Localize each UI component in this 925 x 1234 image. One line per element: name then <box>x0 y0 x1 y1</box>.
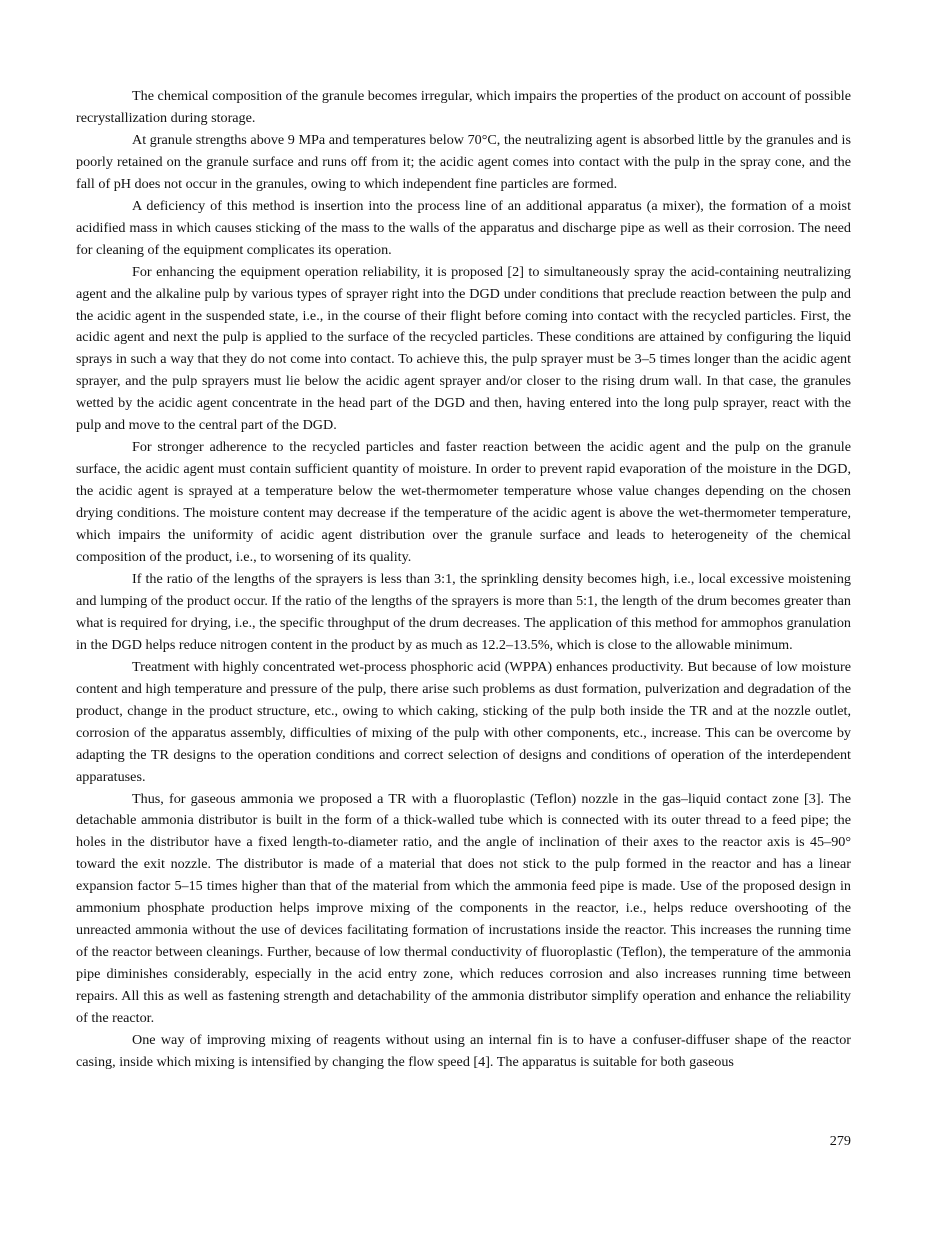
paragraph: Thus, for gaseous ammonia we proposed a TR with a fluoroplastic (Teflon) nozzle in the gas–liquid contact zone [3]. The detachable ammonia distributor is built in the form of a thick-walled tube which is connected with its outer thread to a feed pipe; the holes in the distributor have a fixed length-to-diameter ratio, and the angle of inclination of their axes to the reactor axis is 45–90° toward the exit nozzle. The distributor is made of a material that does not stick to the pulp formed in the reactor and has a linear expansion factor 5–15 times higher than that of the material from which the ammonia feed pipe is made. Use of the proposed design in ammonium phosphate production helps improve mixing of the components in the reactor, i.e., helps reduce overshooting of the unreacted ammonia without the use of devices facilitating formation of incrustations inside the reactor. This increases the running time of the reactor between cleanings. Further, because of low thermal conductivity of fluoroplastic (Teflon), the temperature of the ammonia pipe diminishes considerably, especially in the acid entry zone, which reduces corrosion and also increases running time between repairs. All this as well as fastening strength and detachability of the ammonia distributor simplify operation and enhance the reliability of the reactor. <box>76 790 851 1027</box>
paragraph: If the ratio of the lengths of the sprayers is less than 3:1, the sprinkling density becomes high, i.e., local excessive moistening and lumping of the product occur. If the ratio of the lengths of the sprayers is more than 5:1, the length of the drum becomes greater than what is required for drying, i.e., the specific throughput of the drum decreases. The application of this method for ammophos granulation in the DGD helps reduce nitrogen content in the product by as much as 12.2–13.5%, which is close to the allowable minimum. <box>76 570 851 653</box>
paragraph: A deficiency of this method is insertion into the process line of an additional apparatus (a mixer), the formation of a moist acidified mass in which causes sticking of the mass to the walls of the apparatus and discharge pipe as well as their corrosion. The need for cleaning of the equipment complicates its operation. <box>76 197 851 258</box>
paragraph: One way of improving mixing of reagents without using an internal fin is to have a confuser-diffuser shape of the reactor casing, inside which mixing is intensified by changing the flow speed [4]. The apparatus is suitable for both gaseous <box>76 1031 851 1070</box>
page-number: 279 <box>829 1133 851 1149</box>
paragraph: The chemical composition of the granule becomes irregular, which impairs the properties of the product on account of possible recrystallization during storage. <box>76 88 851 126</box>
paragraph: For enhancing the equipment operation reliability, it is proposed [2] to simultaneously spray the acid-containing neutralizing agent and the alkaline pulp by various types of sprayer right into the DGD under conditions that preclude reaction between the pulp and the acidic agent in the suspended state, i.e., in the course of their flight before coming into contact with the recycled particles. First, the acidic agent and next the pulp is applied to the surface of the recycled particles. These conditions are attained by configuring the liquid sprays in such a way that they do not come into contact. To achieve this, the pulp sprayer must be 3–5 times longer than the acidic agent sprayer, and the pulp sprayers must lie below the acidic agent sprayer and/or closer to the rising drum wall. In that case, the granules wetted by the acidic agent concentrate in the head part of the DGD and then, having entered into the long pulp sprayer, react with the pulp and move to the central part of the DGD. <box>76 263 851 434</box>
paragraph: Treatment with highly concentrated wet-process phosphoric acid (WPPA) enhances productivity. But because of low moisture content and high temperature and pressure of the pulp, there arise such problems as dust formation, pulverization and degradation of the product, change in the product structure, etc., owing to which caking, sticking of the pulp both inside the TR and at the nozzle outlet, corrosion of the apparatus assembly, difficulties of mixing of the pulp with other components, etc., increase. This can be overcome by adapting the TR designs to the operation conditions and correct selection of designs and conditions of operation of the interdependent apparatuses. <box>76 658 851 785</box>
paragraph: For stronger adherence to the recycled particles and faster reaction between the acidic agent and the pulp on the granule surface, the acidic agent must contain sufficient quantity of moisture. In order to prevent rapid evaporation of the moisture in the DGD, the acidic agent is sprayed at a temperature below the wet-thermometer temperature whose value changes depending on the chosen drying conditions. The moisture content may decrease if the temperature of the acidic agent is above the wet-thermometer temperature, which impairs the uniformity of acidic agent distribution over the granule surface and leads to heterogeneity of the chemical composition of the product, i.e., to worsening of its quality. <box>76 439 851 566</box>
body-text <box>76 86 851 1074</box>
paragraph: At granule strengths above 9 MPa and temperatures below 70°C, the neutralizing agent is absorbed little by the granules and is poorly retained on the granule surface and runs off from it; the acidic agent comes into contact with the pulp in the spray cone, and the fall of pH does not occur in the granules, owing to which independent fine particles are formed. <box>76 131 851 192</box>
